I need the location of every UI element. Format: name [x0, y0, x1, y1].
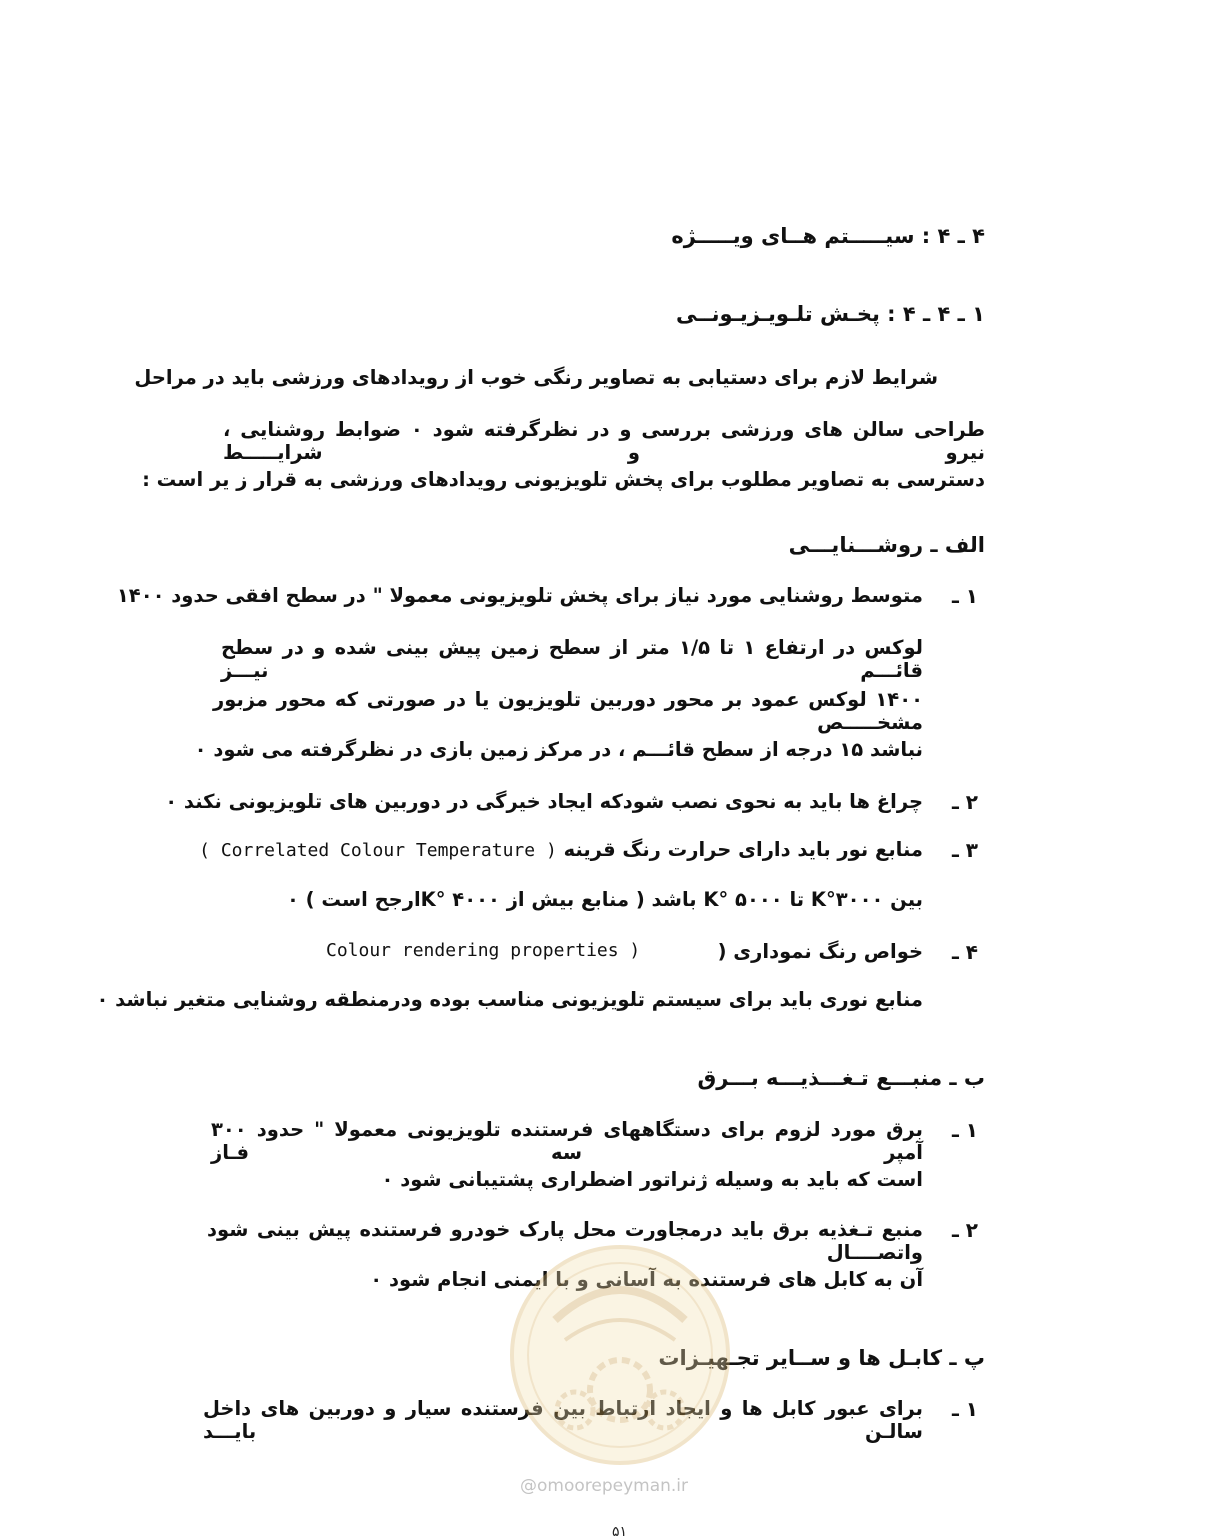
- watermark-handle: @omoorepeyman.ir: [520, 1476, 689, 1496]
- lighting-heading: الف ـ روشـــنایـــی: [788, 533, 985, 557]
- power-item-1-line-1: برق مورد لزوم برای دستگاههای فرستنده تلویزیونی معمولا " حدود ۳۰۰ آمپر سه فـاز: [211, 1118, 923, 1164]
- lighting-item-4-line-2: منابع نوری باید برای سیستم تلویزیونی مناسب بوده ودرمنطقه روشنایی متغیر نباشد ۰: [96, 988, 923, 1011]
- cables-heading: پ ـ کابـل ها و ســایر تجـهیـزات: [658, 1346, 985, 1370]
- lighting-item-4-persian: خواص رنگ نموداری (: [717, 940, 923, 963]
- power-item-2-line-1: منبع تـغذیه برق باید درمجاورت محل پارک خودرو فرستنده پیش بینی شود واتصــــال: [207, 1218, 923, 1264]
- page-number: ۵۱: [612, 1524, 628, 1540]
- lighting-item-1-number: ۱ ـ: [951, 584, 978, 608]
- power-item-2-line-2: آن به کابل های فرستنده به آسانی و با ایمنی انجام شود ۰: [370, 1268, 923, 1291]
- section-heading: ۴ ـ ۴ : سیـــــتم هــای ویـــــژه: [671, 224, 985, 248]
- power-item-1-number: ۱ ـ: [951, 1118, 978, 1142]
- power-item-1-line-2: است که باید به وسیله ژنراتور اضطراری پشتیبانی شود ۰: [381, 1168, 923, 1191]
- lighting-item-4-number: ۴ ـ: [951, 940, 978, 964]
- lighting-item-2-text: چراغ ها باید به نحوی نصب شودکه ایجاد خیرگی در دوربین های تلویزیونی نکند ۰: [165, 790, 923, 813]
- lighting-item-2-number: ۲ ـ: [951, 790, 978, 814]
- intro-line-2: طراحی سالن های ورزشی بررسی و در نظرگرفته شود ۰ ضوابط روشنایی ، نیرو و شرایـــــط: [223, 418, 985, 464]
- lighting-item-3-persian: منابع نور باید دارای حرارت رنگ قرینه: [563, 838, 923, 861]
- lighting-item-3-text: [199, 838, 923, 861]
- subsection-heading: ۱ ـ ۴ ـ ۴ : پخـش تلـویـزیـونــی: [676, 302, 985, 326]
- lighting-item-1-line-1: متوسط روشنایی مورد نیاز برای پخش تلویزیونی معمولا " در سطح افقی حدود ۱۴۰۰: [116, 584, 923, 607]
- lighting-item-3-line-2: بین K°۳۰۰۰ تا K° ۵۰۰۰ باشد ( منابع بیش از K° ۴۰۰۰ارجح است ) ۰: [286, 888, 923, 911]
- lighting-item-4-english: Colour rendering properties ): [326, 940, 641, 961]
- power-heading: ب ـ منبـــع تـغـــذیـــه بـــرق: [697, 1066, 985, 1090]
- intro-line-3: دسترسی به تصاویر مطلوب برای پخش تلویزیونی رویدادهای ورزشی به قرار ز یر است :: [142, 468, 985, 491]
- cables-item-1-number: ۱ ـ: [951, 1397, 978, 1421]
- lighting-item-3-number: ۳ ـ: [951, 838, 978, 862]
- lighting-item-1-line-2: لوکس در ارتفاع ۱ تا ۱/۵ متر از سطح زمین پیش بینی شده و در سطح قائـــم نیـــز: [221, 636, 923, 682]
- power-item-2-number: ۲ ـ: [951, 1218, 978, 1242]
- lighting-item-1-line-4: نباشد ۱۵ درجه از سطح قائـــم ، در مرکز زمین بازی در نظرگرفته می شود ۰: [194, 738, 923, 761]
- lighting-item-3-english: ( Correlated Colour Temperature ): [199, 840, 557, 861]
- cables-item-1-line-1: برای عبور کابل ها و ایجاد ارتباط بین فرستنده سیار و دوربین های داخل سالـن بایـــد: [203, 1397, 923, 1443]
- lighting-item-1-line-3: ۱۴۰۰ لوکس عمود بر محور دوربین تلویزیون یا در صورتی که محور مزبور مشخـــــص: [213, 688, 923, 734]
- intro-line-1: شرایط لازم برای دستیابی به تصاویر رنگی خوب از رویدادهای ورزشی باید در مراحل: [134, 366, 938, 389]
